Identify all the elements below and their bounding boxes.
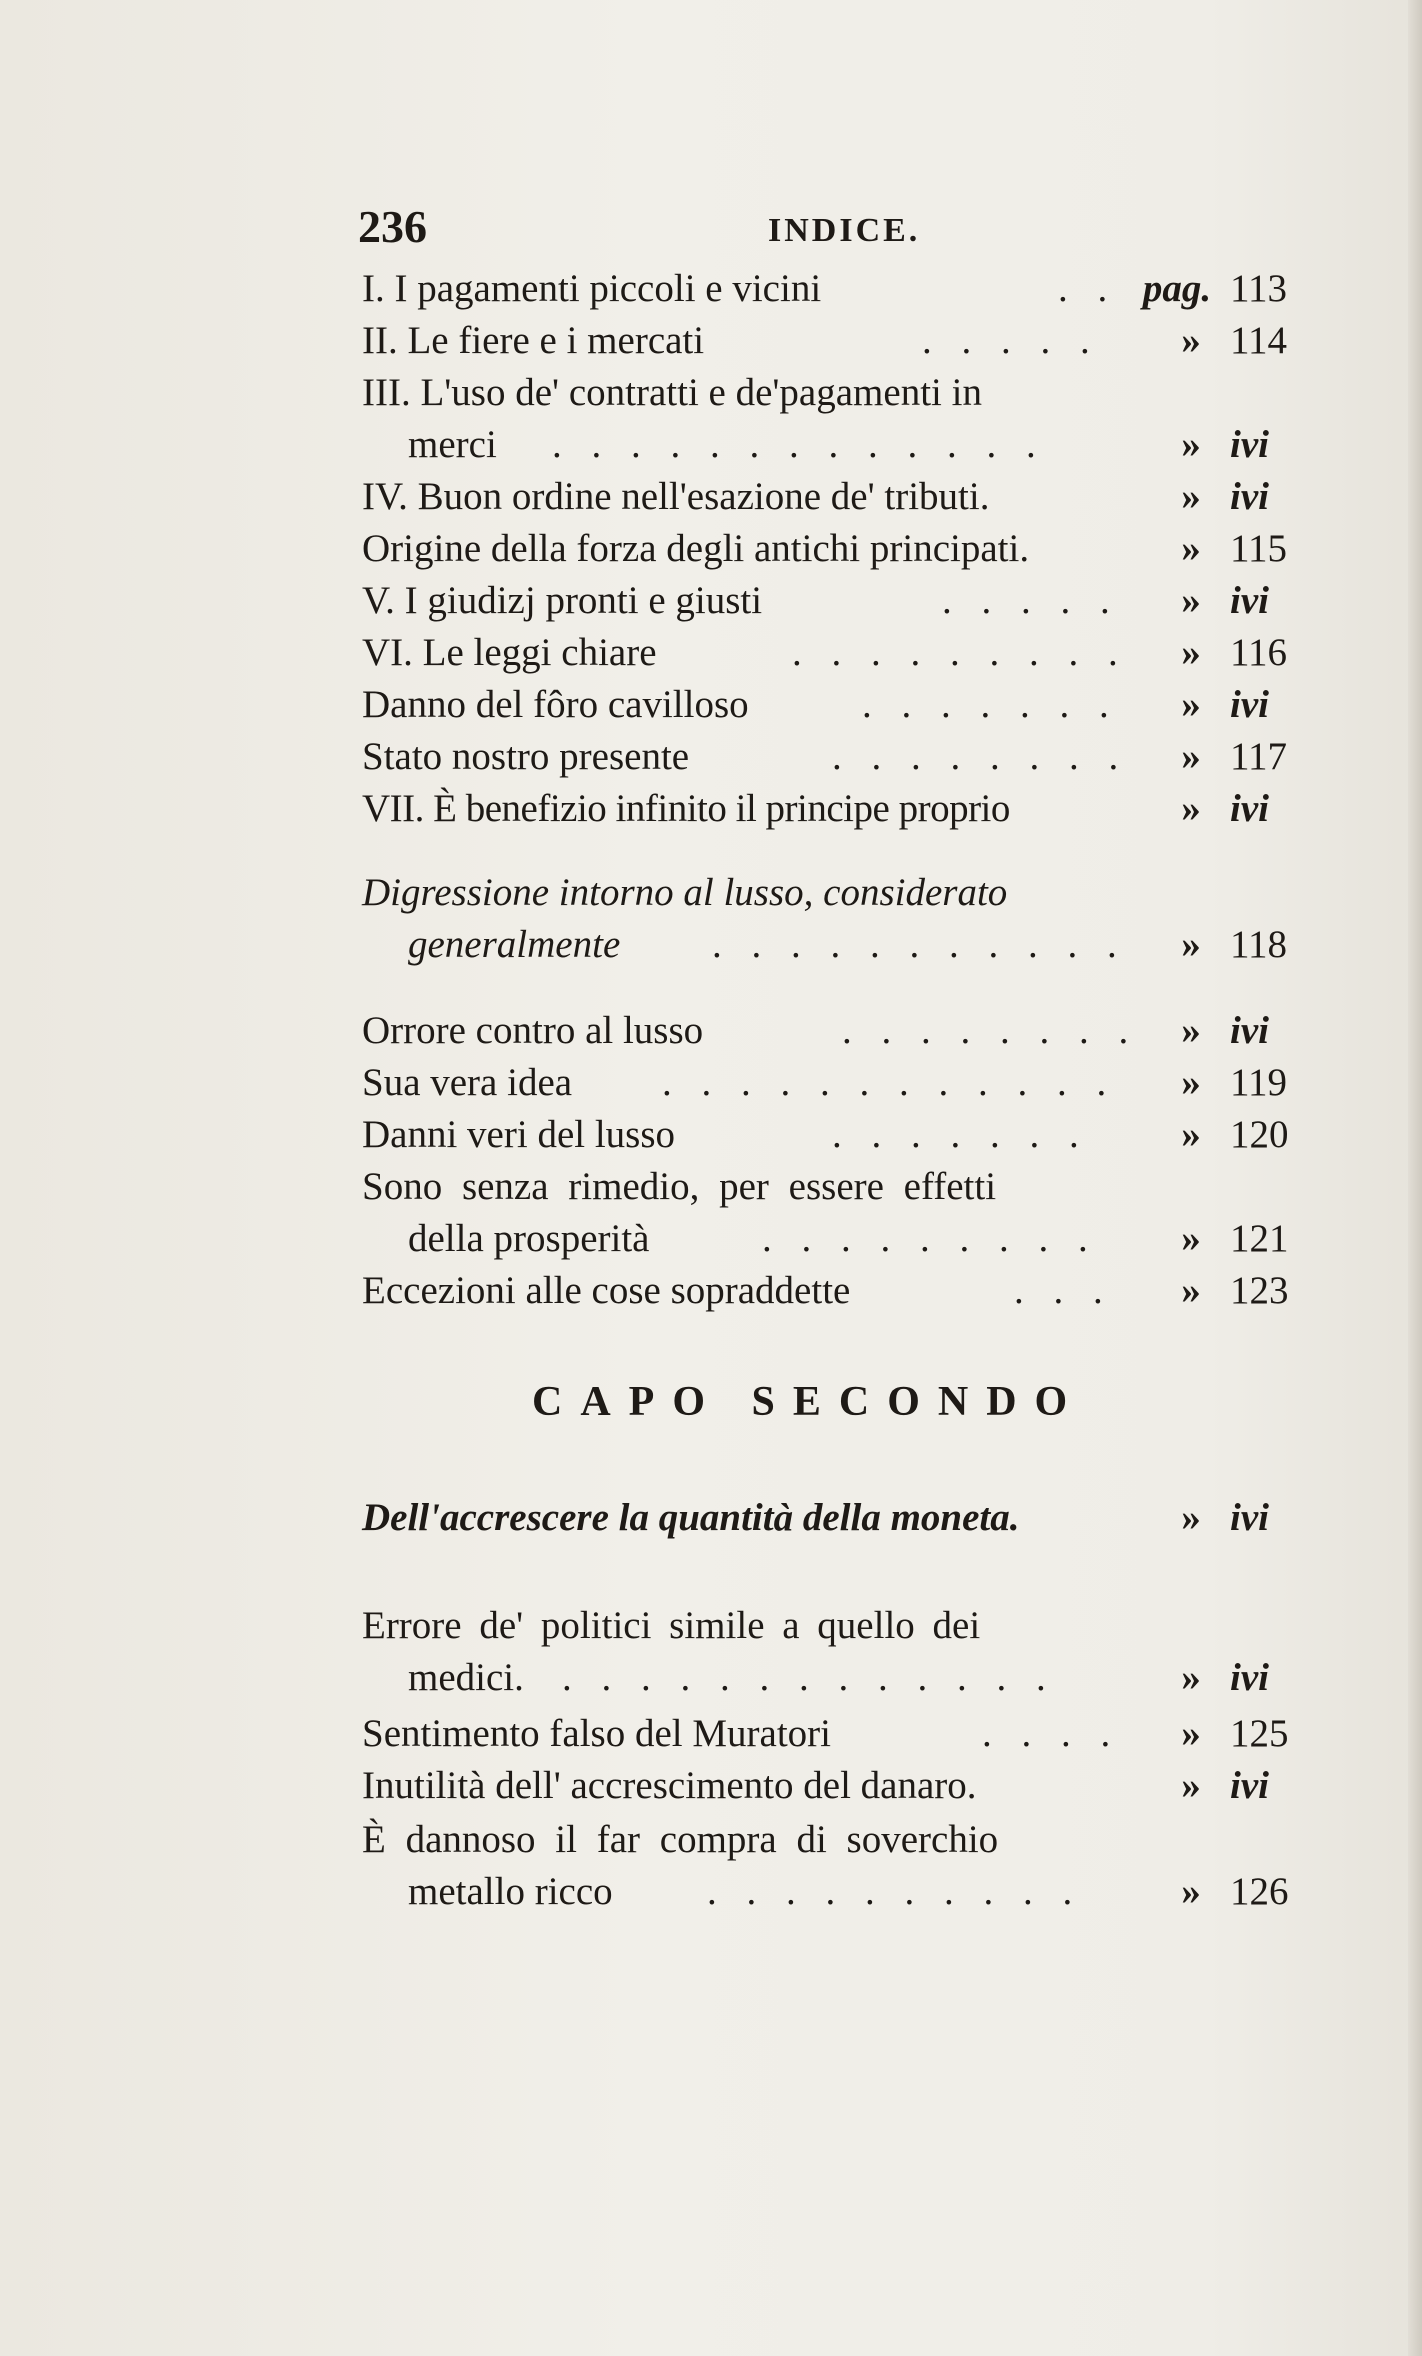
toc-entry	[362, 627, 1302, 679]
ditto-marker: »	[1181, 631, 1201, 674]
toc-entry	[362, 1760, 1302, 1812]
ditto-marker: »	[1181, 683, 1201, 726]
dot-leader: . . . . . . .	[862, 683, 1119, 726]
dot-leader: . . . . .	[942, 579, 1120, 622]
running-head: INDICE.	[768, 212, 921, 249]
entry-page: ivi	[1230, 1656, 1269, 1699]
toc-entry	[362, 1213, 1302, 1265]
entry-text: Eccezioni alle cose sopraddette	[362, 1269, 851, 1312]
entry-text: Sono senza rimedio, per essere effetti	[362, 1165, 997, 1208]
ditto-marker: »	[1181, 1009, 1201, 1052]
ditto-marker: »	[1181, 787, 1201, 830]
entry-page: 126	[1230, 1870, 1289, 1913]
toc-entry	[362, 367, 1302, 419]
ditto-marker: »	[1181, 1269, 1201, 1312]
dot-leader: . . . .	[982, 1712, 1121, 1755]
dot-leader: . . . . . . . . . .	[707, 1870, 1083, 1913]
entry-text: metallo ricco	[408, 1870, 613, 1913]
ditto-marker: »	[1181, 1217, 1201, 1260]
entry-page: 113	[1230, 267, 1288, 310]
ditto-marker: »	[1181, 475, 1201, 518]
ditto-marker: »	[1181, 579, 1201, 622]
entry-text: Stato nostro presente	[362, 735, 690, 778]
ditto-marker: »	[1181, 1870, 1201, 1913]
entry-text: Origine della forza degli antichi principati.	[362, 527, 1030, 570]
toc-entry	[362, 1057, 1302, 1109]
chapter-title-entry	[362, 1492, 1302, 1544]
toc-entry	[362, 1600, 1302, 1652]
dot-leader: . . . . .	[922, 319, 1100, 362]
toc-entry	[362, 263, 1302, 315]
entry-text: V. I giudizj pronti e giusti	[362, 579, 763, 622]
dot-leader: . . . . . . . . . . . . .	[552, 423, 1046, 466]
entry-page: ivi	[1230, 1496, 1269, 1539]
entry-text: Digressione intorno al lusso, considerato	[362, 871, 1008, 914]
toc-entry	[362, 575, 1302, 627]
entry-text: merci	[408, 423, 497, 466]
entry-text: Sentimento falso del Muratori	[362, 1712, 831, 1755]
dot-leader: . .	[1058, 267, 1118, 310]
toc-entry	[362, 679, 1302, 731]
dot-leader: . . . . . . . . . . . .	[662, 1061, 1117, 1104]
entry-page: ivi	[1230, 475, 1269, 518]
ditto-marker: »	[1181, 1712, 1201, 1755]
page-marker: pag.	[1142, 267, 1212, 310]
ditto-marker: »	[1181, 1113, 1201, 1156]
toc-entry	[362, 731, 1302, 783]
ditto-marker: »	[1181, 1496, 1201, 1539]
entry-text: Danno del fôro cavilloso	[362, 683, 749, 726]
entry-text: III. L'uso de' contratti e de'pagamenti in	[362, 371, 982, 414]
chapter-heading: CAPO SECONDO	[532, 1379, 1086, 1425]
ditto-marker: »	[1181, 527, 1201, 570]
entry-text: della prosperità	[408, 1217, 650, 1260]
entry-page: ivi	[1230, 1009, 1269, 1052]
ditto-marker: »	[1181, 735, 1201, 778]
ditto-marker: »	[1181, 1764, 1201, 1807]
entry-text: I. I pagamenti piccoli e vicini	[362, 267, 822, 310]
ditto-marker: »	[1181, 1061, 1201, 1104]
toc-entry	[362, 1109, 1302, 1161]
entry-page: 123	[1230, 1269, 1289, 1312]
entry-page: 125	[1230, 1712, 1289, 1755]
entry-page: 116	[1230, 631, 1288, 674]
dot-leader: . . . . . . . .	[842, 1009, 1139, 1052]
dot-leader: . . . . . . .	[832, 1113, 1089, 1156]
toc-entry	[362, 1652, 1302, 1704]
entry-page: 114	[1230, 319, 1288, 362]
toc-entry	[362, 1161, 1302, 1213]
entry-page: ivi	[1230, 423, 1269, 466]
toc-entry	[362, 419, 1302, 471]
entry-page: 121	[1230, 1217, 1289, 1260]
toc-entry	[362, 783, 1302, 835]
dot-leader: . . . . . . . . . . .	[712, 923, 1127, 966]
dot-leader: . . .	[1014, 1269, 1113, 1312]
entry-text: Danni veri del lusso	[362, 1113, 676, 1156]
entry-page: 120	[1230, 1113, 1289, 1156]
entry-page: ivi	[1230, 1764, 1269, 1807]
ditto-marker: »	[1181, 1656, 1201, 1699]
entry-text: È dannoso il far compra di soverchio	[362, 1818, 999, 1861]
toc-entry	[362, 471, 1302, 523]
entry-text: Errore de' politici simile a quello dei	[362, 1604, 981, 1647]
toc-entry	[362, 1005, 1302, 1057]
entry-text: Orrore contro al lusso	[362, 1009, 704, 1052]
entry-page: 117	[1230, 735, 1288, 778]
ditto-marker: »	[1181, 319, 1201, 362]
toc-entry	[362, 1265, 1302, 1317]
entry-text: II. Le fiere e i mercati	[362, 319, 705, 362]
entry-page: ivi	[1230, 683, 1269, 726]
toc-entry	[362, 1814, 1302, 1866]
entry-text: IV. Buon ordine nell'esazione de' tributi.	[362, 475, 990, 518]
entry-text: VI. Le leggi chiare	[362, 631, 657, 674]
toc-entry	[362, 523, 1302, 575]
entry-page: ivi	[1230, 787, 1269, 830]
digression-entry	[362, 919, 1302, 971]
chapter-title: Dell'accrescere la quantità della moneta.	[362, 1496, 1020, 1539]
digression-title	[362, 867, 1302, 919]
page-edge	[1408, 0, 1422, 2356]
ditto-marker: »	[1181, 423, 1201, 466]
entry-text: VII. È benefizio infinito il principe proprio	[362, 787, 1010, 830]
entry-text: generalmente	[408, 923, 621, 966]
page-number: 236	[358, 201, 427, 252]
entry-text: Inutilità dell' accrescimento del danaro.	[362, 1764, 977, 1807]
entry-page: 119	[1230, 1061, 1288, 1104]
entry-text: medici.	[408, 1656, 524, 1699]
dot-leader: . . . . . . . .	[832, 735, 1129, 778]
toc-entry	[362, 1866, 1302, 1918]
dot-leader: . . . . . . . . . . . . .	[562, 1656, 1056, 1699]
dot-leader: . . . . . . . . .	[792, 631, 1128, 674]
ditto-marker: »	[1181, 923, 1201, 966]
entry-page: 118	[1230, 923, 1288, 966]
toc-entry	[362, 315, 1302, 367]
entry-text: Sua vera idea	[362, 1061, 573, 1104]
toc-entry	[362, 1708, 1302, 1760]
dot-leader: . . . . . . . . .	[762, 1217, 1098, 1260]
entry-page: 115	[1230, 527, 1288, 570]
page-header	[358, 200, 1308, 260]
entry-page: ivi	[1230, 579, 1269, 622]
